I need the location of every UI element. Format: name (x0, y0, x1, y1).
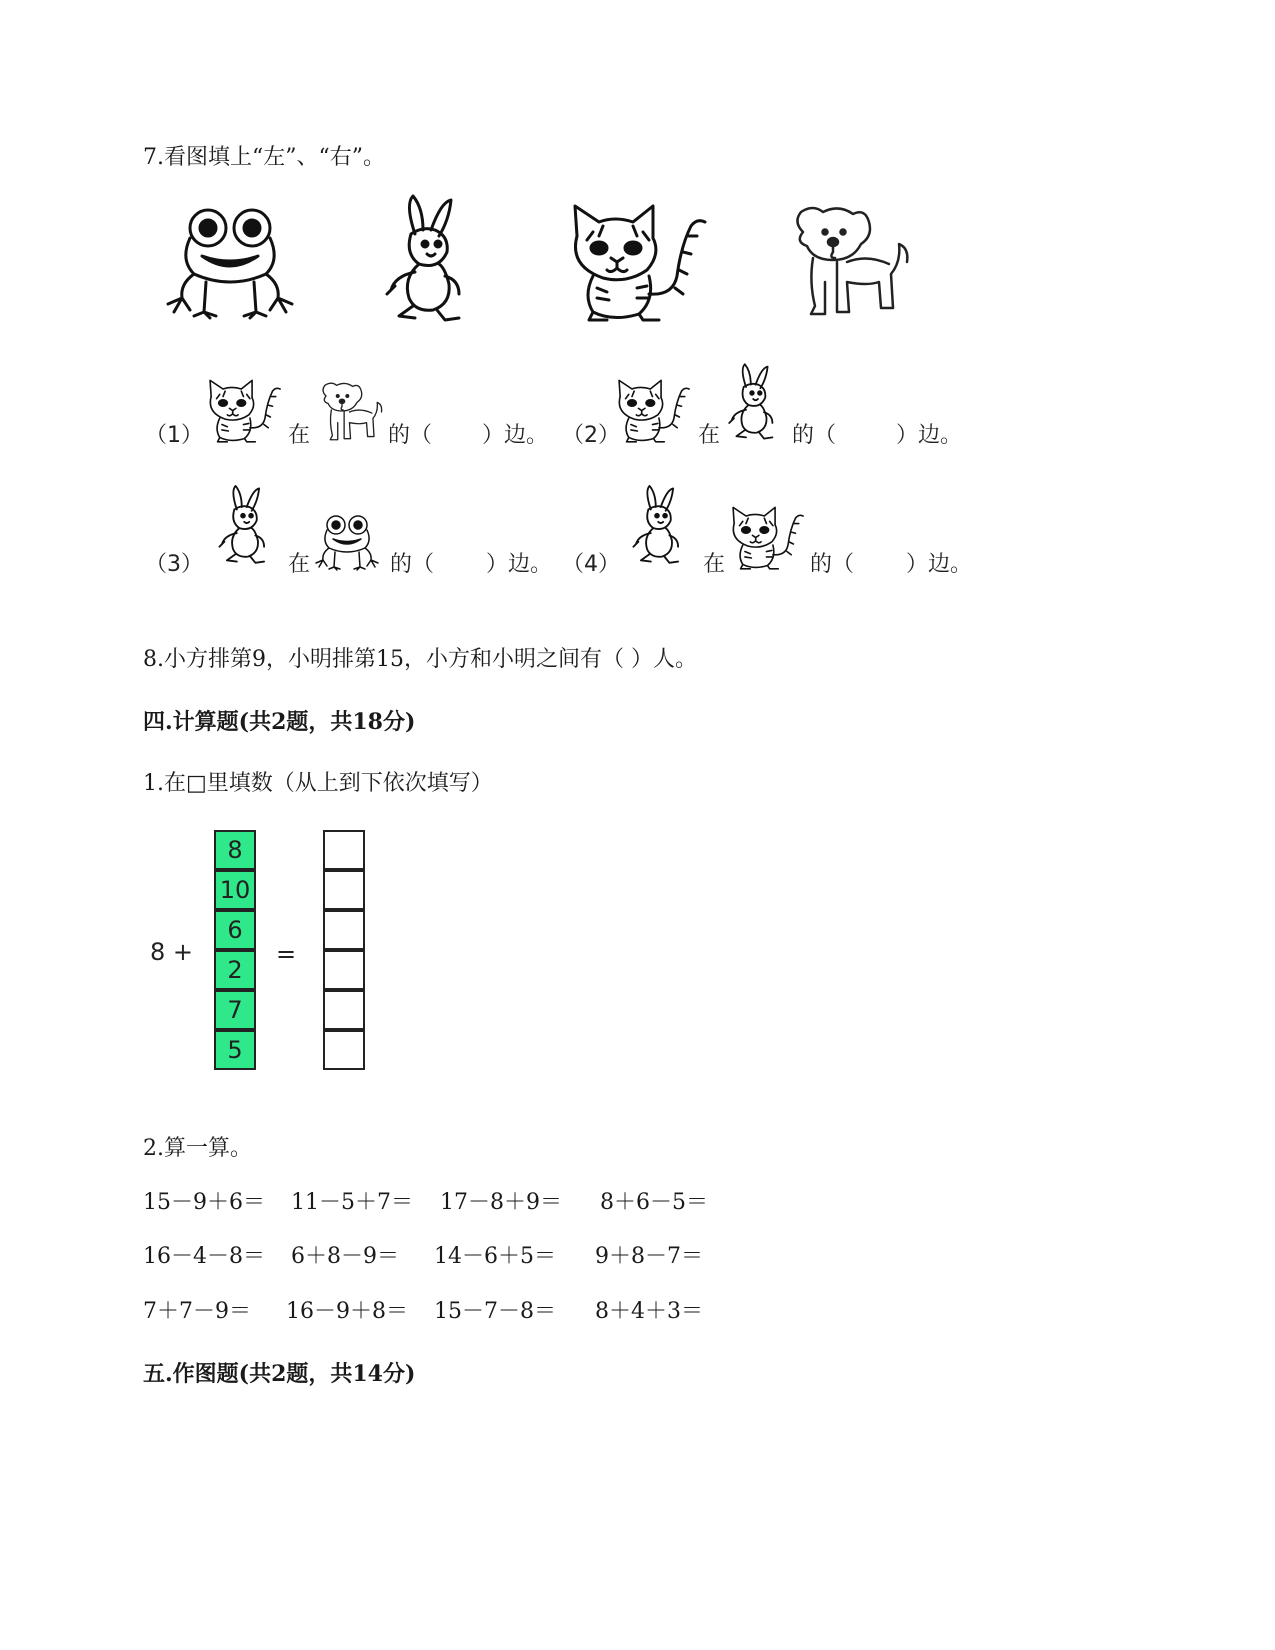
number-box: 8 (214, 830, 256, 870)
dog-icon (783, 202, 913, 322)
dog-icon (315, 380, 385, 444)
rabbit-icon (722, 362, 782, 442)
answer-box[interactable] (323, 910, 365, 950)
question-8: 8.小方排第9，小明排第15，小方和小明之间有（ ）人。 (143, 647, 697, 672)
number-box: 10 (214, 870, 256, 910)
number-box: 6 (214, 910, 256, 950)
expression: 7＋7－9＝ (143, 1299, 251, 1324)
number-box: 2 (214, 950, 256, 990)
item-3-number: （3） (145, 552, 203, 577)
answer-box[interactable] (323, 870, 365, 910)
expression: 17－8＋9＝ (440, 1190, 562, 1215)
cat-icon (563, 196, 713, 326)
question-7-title: 7.看图填上“左”、“右”。 (143, 145, 385, 170)
item-1-number: （1） (145, 423, 203, 448)
expression: 8＋4＋3＝ (595, 1299, 703, 1324)
section-4-title: 四.计算题(共2题，共18分) (143, 709, 416, 735)
item-4-zai: 在 (703, 552, 726, 577)
answer-box[interactable] (323, 1030, 365, 1070)
number-box: 5 (214, 1030, 256, 1070)
expression: 6＋8－9＝ (291, 1244, 399, 1269)
item-1-de: 的（ (388, 423, 433, 448)
expression: 15－7－8＝ (434, 1299, 556, 1324)
item-4-bian: ）边。 (906, 552, 973, 577)
answer-box[interactable] (323, 830, 365, 870)
cat-icon (612, 375, 694, 445)
expression: 14－6＋5＝ (434, 1244, 556, 1269)
expression: 15－9＋6＝ (143, 1190, 265, 1215)
section-5-title: 五.作图题(共2题，共14分) (143, 1361, 416, 1387)
answer-box[interactable] (323, 990, 365, 1030)
item-2-number: （2） (562, 423, 620, 448)
expression: 16－9＋8＝ (286, 1299, 408, 1324)
item-2-zai: 在 (698, 423, 721, 448)
expression: 9＋8－7＝ (595, 1244, 703, 1269)
number-box: 7 (214, 990, 256, 1030)
rabbit-icon (212, 483, 274, 567)
expression: 16－4－8＝ (143, 1244, 265, 1269)
frog-icon (160, 200, 300, 320)
item-4-de: 的（ (810, 552, 855, 577)
cat-icon (203, 375, 285, 445)
frog-icon (312, 510, 382, 572)
item-1-bian: ）边。 (482, 423, 549, 448)
item-3-zai: 在 (288, 552, 311, 577)
rabbit-icon (626, 483, 688, 567)
expression: 8＋6－5＝ (600, 1190, 708, 1215)
item-2-de: 的（ (792, 423, 837, 448)
item-1-zai: 在 (288, 423, 311, 448)
calc-1-title: 1.在□里填数（从上到下依次填写） (143, 771, 493, 796)
equals-sign: = (276, 940, 297, 968)
calc-2-title: 2.算一算。 (143, 1136, 252, 1161)
addend-prefix: 8 + (150, 938, 194, 966)
item-2-bian: ）边。 (896, 423, 963, 448)
item-3-bian: ）边。 (486, 552, 553, 577)
rabbit-icon (375, 194, 475, 324)
expression: 11－5＋7＝ (291, 1190, 413, 1215)
item-3-de: 的（ (390, 552, 435, 577)
answer-box[interactable] (323, 950, 365, 990)
item-4-number: （4） (562, 552, 620, 577)
cat-icon (726, 502, 808, 572)
